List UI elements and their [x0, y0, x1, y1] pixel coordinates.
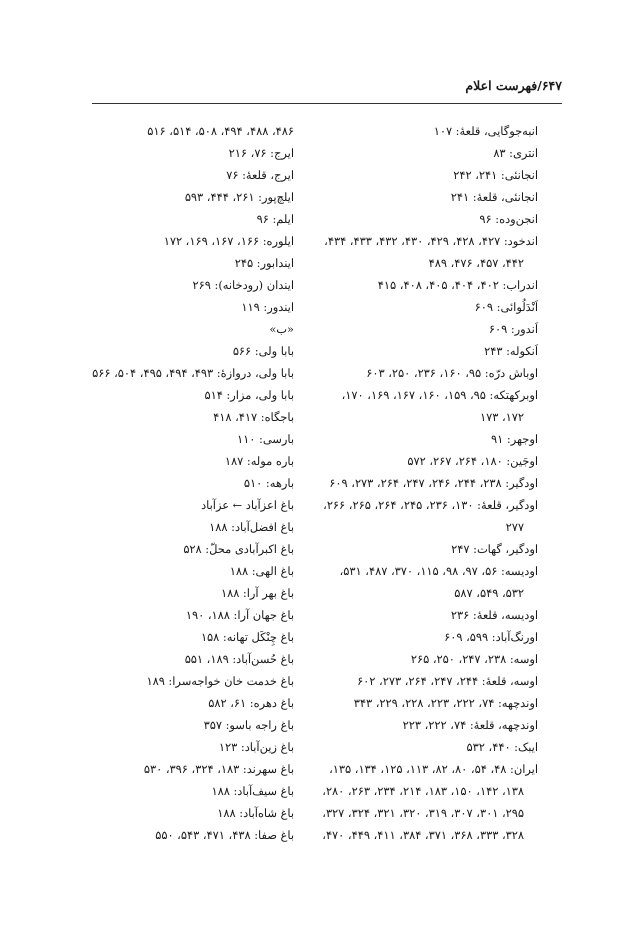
index-entry: باغ سهرند: ۱۸۳، ۳۲۴، ۳۹۶، ۵۳۰ — [143, 762, 294, 776]
index-entry-continuation: ۱۳۸، ۱۴۲، ۱۵۰، ۱۸۳، ۲۱۴، ۲۳۴، ۲۶۳، ۲۸۰، — [322, 784, 524, 798]
index-entry: انبه‌جوگایی، قلعهٔ: ۱۰۷ — [433, 124, 538, 138]
index-entry: اوجهر: ۹۱ — [491, 432, 538, 446]
index-entry: بارهه: ۵۱۰ — [243, 476, 294, 490]
section-letter-heading: «ب» — [269, 322, 294, 336]
index-entry: باغ خدمت خان خواجه‌سرا: ۱۸۹ — [146, 674, 294, 688]
index-entry: باره موله: ۱۸۷ — [224, 454, 294, 468]
index-entry: باغ اکبرآبادی محلّ: ۵۲۸ — [183, 542, 294, 556]
index-entry: ایران: ۴۸، ۵۴، ۸۰، ۸۲، ۱۱۳، ۱۲۵، ۱۳۴، ۱۳۵، — [329, 762, 538, 776]
index-entry: انجانئی، قلعهٔ: ۲۴۱ — [450, 190, 538, 204]
index-entry: باغ افضل‌آباد: ۱۸۸ — [209, 520, 294, 534]
index-entry: ایرج، قلعهٔ: ۷۶ — [226, 168, 294, 182]
index-entry-continuation: ۲۷۷ — [505, 520, 524, 534]
index-entry: ایرج: ۷۶، ۲۱۶ — [228, 146, 294, 160]
index-entry: بارسی: ۱۱۰ — [237, 432, 294, 446]
index-entry: اوجَین: ۱۸۰، ۲۶۴، ۲۶۷، ۵۷۲ — [407, 454, 538, 468]
index-entry: باغ زین‌آباد: ۱۲۳ — [218, 740, 294, 754]
index-entry: اوسه: ۲۳۸، ۲۴۷، ۲۵۰، ۲۶۵ — [410, 652, 538, 666]
index-entry: اوبرکهتکه: ۹۵، ۱۵۹، ۱۶۰، ۱۶۷، ۱۶۹، ۱۷۰، — [341, 388, 538, 402]
running-header: ۶۴۷/فهرست اعلام — [465, 78, 562, 93]
index-entry: انجانئی: ۲۴۱، ۲۴۲ — [453, 168, 538, 182]
index-entry: باغ شاه‌آباد: ۱۸۸ — [217, 806, 294, 820]
index-entry: ایلم: ۹۶ — [256, 212, 294, 226]
index-entry: اندخود: ۴۲۷، ۴۲۸، ۴۲۹، ۴۳۰، ۴۳۲، ۴۳۳، ۴۳۴، — [324, 234, 538, 248]
index-entry-continuation: ۳۲۸، ۳۳۳، ۳۶۸، ۳۷۱، ۳۸۴، ۴۱۱، ۴۴۹، ۴۷۰، — [322, 828, 524, 842]
index-entry: ایندور: ۱۱۹ — [241, 300, 294, 314]
index-entry: باغ اعزآباد ← عزآباد — [201, 498, 294, 512]
index-entry: باغ سیف‌آباد: ۱۸۸ — [211, 784, 294, 798]
index-entry: بابا ولی: ۵۶۶ — [232, 344, 294, 358]
index-entry: ایندان (رودخانه): ۲۶۹ — [192, 278, 294, 292]
index-entry: اودگیر: ۲۳۸، ۲۴۴، ۲۴۶، ۲۴۷، ۲۶۴، ۲۷۳، ۶۰۹ — [329, 476, 538, 490]
index-entry-continuation: ۴۸۶، ۴۸۸، ۴۹۴، ۵۰۸، ۵۱۴، ۵۱۶ — [147, 124, 294, 138]
index-entry: اَنْدَلُوائی: ۶۰۹ — [474, 300, 538, 314]
header-rule — [92, 103, 562, 104]
index-entry: اوندچهه: ۷۴، ۲۲۲، ۲۲۳، ۲۲۸، ۲۲۹، ۳۴۳ — [353, 696, 538, 710]
index-entry: باغ حُسن‌آباد: ۱۸۹، ۵۵۱ — [184, 652, 294, 666]
index-entry: باغ راجه باسو: ۳۵۷ — [203, 718, 294, 732]
index-entry: اوسه، قلعهٔ: ۲۴۴، ۲۴۷، ۲۶۴، ۲۷۳، ۶۰۲ — [357, 674, 538, 688]
index-entry-continuation: ۴۴۲، ۴۵۷، ۴۷۶، ۴۸۹ — [428, 256, 524, 270]
index-entry: ایلوره: ۱۶۶، ۱۶۷، ۱۶۹، ۱۷۲ — [163, 234, 294, 248]
index-entry: باغ چِنْکَل تهانه: ۱۵۸ — [200, 630, 294, 644]
index-entry: ایندابور: ۲۴۵ — [234, 256, 294, 270]
index-entry: اودگیر، قلعهٔ: ۱۳۰، ۲۳۶، ۲۴۵، ۲۶۴، ۲۶۵، ۲۶۶، — [323, 498, 538, 512]
index-entry: ایلچ‌پور: ۲۶۱، ۴۴۴، ۵۹۳ — [184, 190, 294, 204]
index-entry: بابا ولی، دروازهٔ: ۴۹۳، ۴۹۴، ۴۹۵، ۵۰۴، ۵۶۶ — [92, 366, 294, 380]
index-entry: باجگاه: ۴۱۷، ۴۱۸ — [213, 410, 294, 424]
index-entry: اودگیر، گهات: ۲۴۷ — [451, 542, 538, 556]
index-entry: باغ دهره: ۶۱، ۵۸۲ — [208, 696, 294, 710]
index-entry: اوندچهه، قلعهٔ: ۷۴، ۲۲۲، ۲۲۳ — [402, 718, 538, 732]
index-entry: اندراب: ۴۰۲، ۴۰۴، ۴۰۵، ۴۰۸، ۴۱۵ — [377, 278, 538, 292]
index-entry: باغ بهر آرا: ۱۸۸ — [220, 586, 294, 600]
index-entry: اودیسه: ۵۶، ۹۷، ۹۸، ۱۱۵، ۳۷۰، ۴۸۷، ۵۳۱، — [339, 564, 538, 578]
index-column-left — [62, 120, 294, 846]
index-entry: اورنگ‌آباد: ۵۹۹، ۶۰۹ — [444, 630, 538, 644]
index-entry: باغ جهان آرا: ۱۸۸، ۱۹۰ — [185, 608, 294, 622]
index-entry: باغ صفا: ۴۳۸، ۴۷۱، ۵۴۳، ۵۵۰ — [155, 828, 294, 842]
index-column-right — [298, 120, 538, 846]
index-entry-continuation: ۵۳۲، ۵۴۹، ۵۸۷ — [454, 586, 524, 600]
index-entry-continuation: ۱۷۲، ۱۷۳ — [479, 410, 524, 424]
index-entry: انجن‌وده: ۹۶ — [479, 212, 538, 226]
index-entry: اوباش درّه: ۹۵، ۱۶۰، ۲۳۶، ۲۵۰، ۶۰۳ — [366, 366, 538, 380]
index-entry: اَنکوله: ۲۴۳ — [484, 344, 538, 358]
index-entry: بابا ولی، مزار: ۵۱۴ — [204, 388, 294, 402]
index-entry: باغ الهی: ۱۸۸ — [229, 564, 294, 578]
index-entry: انتری: ۸۳ — [493, 146, 538, 160]
index-entry-continuation: ۲۹۵، ۳۰۱، ۳۰۷، ۳۱۹، ۳۲۰، ۳۲۱، ۳۲۴، ۳۲۷، — [322, 806, 524, 820]
index-entry: اودیسه، قلعهٔ: ۲۳۶ — [450, 608, 538, 622]
index-entry: ایبک: ۴۴۰، ۵۳۲ — [466, 740, 538, 754]
index-entry: اَندور: ۶۰۹ — [488, 322, 538, 336]
